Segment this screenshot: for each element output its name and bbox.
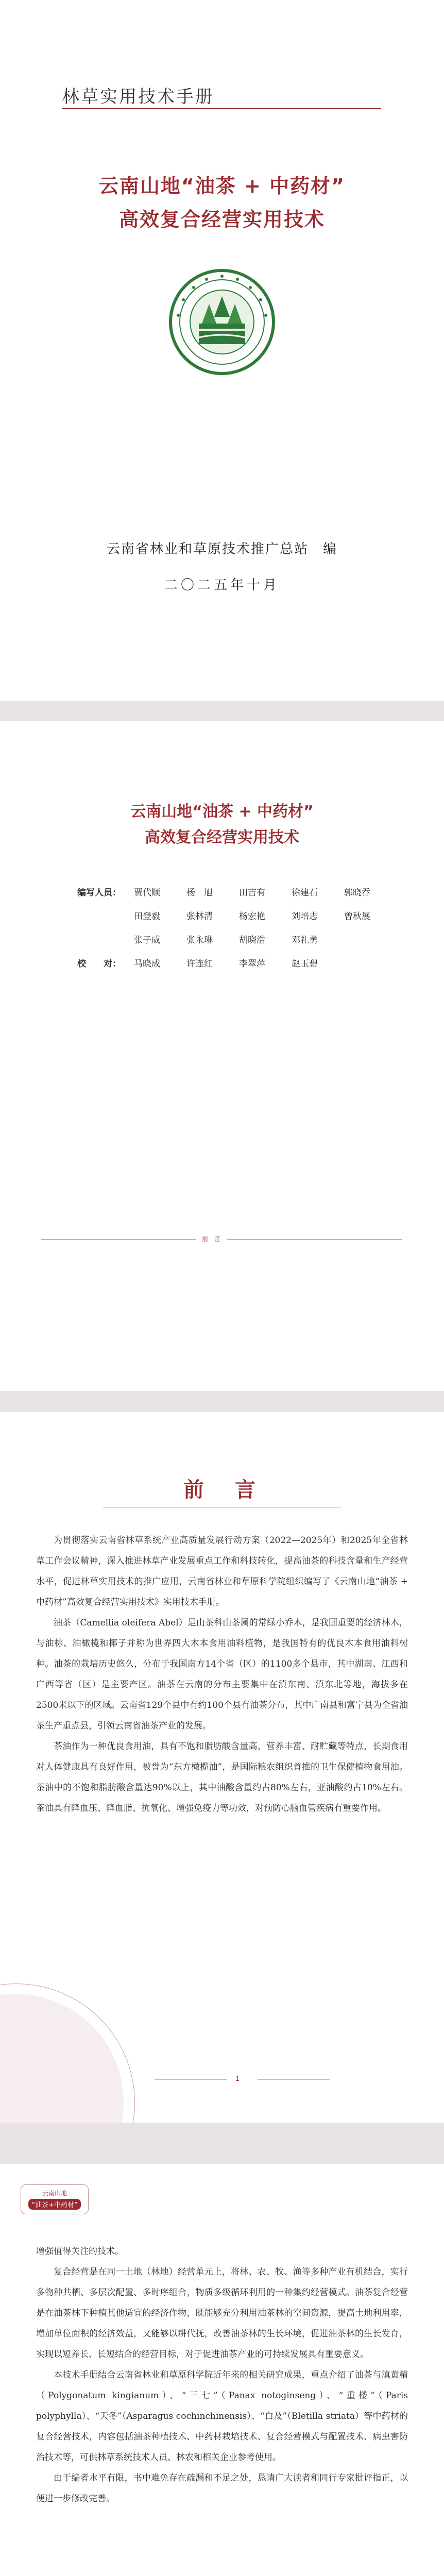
page-gap	[0, 2123, 444, 2164]
credit-name: 杨宏艳	[239, 911, 265, 922]
preface-paragraph: 油茶（Camellia oleifera Abel）是山茶科山茶属的常绿小乔木，是我国重要的经济林木，与油棕、油橄榄和椰子并称为世界四大木本食用油料植物，是我国特有的优良木本食用油料树种。油茶的栽培历史悠久，分布于我国南方14个省（区）的1100多个县市，其中湖南、江西和广西等省（区）是主要产区。油茶在云南的分布主要集中在滇东南、滇东北等地，海拔多在2500米以下的区域。云南省129个县中有约100个县有油茶分布，其中广南县和富宁县为全省油茶生产重点县，引领云南省油茶产业的发展。	[36, 1618, 408, 1731]
credit-name: 胡晓浩	[239, 935, 265, 945]
cover-page	[0, 0, 444, 701]
forestry-logo-icon	[168, 268, 276, 376]
credit-name: 马晓成	[134, 959, 160, 969]
credit-name: 田登毅	[134, 911, 160, 922]
section-badge	[21, 2184, 89, 2214]
credit-names	[134, 881, 397, 952]
page-gap	[0, 701, 444, 721]
credit-row-authors	[77, 881, 397, 952]
credit-name: 邓礼勇	[292, 935, 318, 945]
credit-name: 曾秋展	[344, 911, 370, 922]
series-rule	[62, 108, 381, 109]
footer-rule-left	[41, 1239, 196, 1240]
series-title: 林草实用技术手册	[62, 87, 214, 107]
credits-title-line1: 云南山地“油茶 + 中药材”	[130, 803, 314, 821]
preface-title: 前 言	[183, 1478, 261, 1502]
preface-paragraph: 复合经营是在同一土地（林地）经营单元上，将林、农、牧、渔等多种产业有机结合，实行多物种共栖、多层次配置、多时序组合，物质多级循环利用的一种集约经营模式。油茶复合经营是在油茶林下种植其他适宜的经济作物，既能够充分利用油茶林的空间资源，提高土地利用率，增加单位面积的经济效益，又能够以耕代抚，改善油茶林的生长环境，促进油茶林的生长发育，实现以短养长、长短结合的经营目标，对于促进油茶产业的可持续发展具有重要意义。	[36, 2267, 408, 2360]
footer-label: 前 言	[201, 1235, 220, 1243]
preface-paragraph: 由于编者水平有限，书中难免存在疏漏和不足之处，恳请广大读者和同行专家批评指正，以便进一步修改完善。	[36, 2473, 408, 2504]
corner-arc	[0, 1984, 135, 2123]
credit-row-proofreaders	[77, 952, 397, 976]
page-gap	[0, 1391, 444, 1412]
footer-rule-right	[227, 1239, 402, 1240]
credits-page	[0, 721, 444, 1391]
badge-line1: 云南山地	[42, 2190, 67, 2197]
preface-page	[0, 1412, 444, 2123]
credit-name: 郭晓吞	[344, 888, 370, 898]
page-number: 1	[235, 2074, 240, 2082]
credit-label: 编写人员：	[77, 888, 121, 898]
credit-name: 张林清	[186, 911, 213, 922]
credit-name: 李翠萍	[239, 959, 265, 969]
credit-name: 张子威	[134, 935, 160, 945]
cover-title-line1: 云南山地“油茶 + 中药材”	[98, 175, 346, 197]
credit-name: 杨 旭	[186, 888, 213, 898]
credit-name: 许连红	[186, 959, 213, 969]
preface-continued-page	[0, 2164, 444, 2576]
cover-title-line2: 高效复合经营实用技术	[118, 208, 325, 231]
credit-name: 田吉有	[239, 888, 265, 898]
preface-body	[36, 1530, 408, 1819]
footer-rule-left	[155, 2079, 227, 2080]
credit-name: 张永琳	[186, 935, 213, 945]
footer-rule-right	[258, 2079, 330, 2080]
cover-organization: 云南省林业和草原技术推广总站 编	[106, 541, 337, 557]
preface-paragraph: 为贯彻落实云南省林草系统产业高质量发展行动方案（2022—2025年）和2025年全省林草工作会议精神，深入推进林草产业发展重点工作和科技转化，提高油茶的科技含量和生产经营水平，促进林草实用技术的推广应用，云南省林业和草原科学院组织编写了《云南山地“油茶 + 中药材”高效复合经营实用技术》实用技术手册。	[36, 1535, 408, 1607]
credits-title-line2: 高效复合经营实用技术	[145, 828, 299, 846]
credits-list	[77, 881, 397, 976]
preface-lead: 增强值得关注的技术。	[36, 2246, 124, 2257]
preface-continued-body	[36, 2241, 408, 2509]
credit-name: 赵玉碧	[292, 959, 318, 969]
credit-name: 刘培志	[292, 911, 318, 922]
badge-line2: “油茶+中药材”	[28, 2199, 80, 2210]
credit-name: 徐建石	[292, 888, 318, 898]
cover-date: 二〇二五年十月	[164, 578, 280, 593]
credit-name: 贾代顺	[134, 888, 160, 898]
credit-label: 校 对：	[77, 959, 121, 969]
preface-paragraph: 本技术手册结合云南省林业和草原科学院近年来的相关研究成果，重点介绍了油茶与滇黄精（Polygonatum kingianum）、“三七”（Panax notoginseng）、“重楼”（Paris polyphylla）、“天冬”（Asparagus cochinchinensis）、“白及”（Bletilla striata）等中药材的复合经营技术，内容包括油茶种植技术、中药材栽培技术、复合经营模式与配置技术、病虫害防治技术等，可供林草系统技术人员、林农和相关企业参考使用。	[36, 2370, 408, 2463]
preface-paragraph: 茶油作为一种优良食用油，具有不饱和脂肪酸含量高、营养丰富、耐贮藏等特点，长期食用对人体健康具有良好作用，被誉为“东方橄榄油”，是国际粮农组织首推的卫生保健植物食用油。茶油中的不饱和脂肪酸含量达90%以上，其中油酸含量约占80%左右，亚油酸约占10%左右。茶油具有降血压、降血脂、抗氧化、增强免疫力等功效，对预防心脑血管疾病有重要作用。	[36, 1741, 408, 1814]
credit-names	[134, 952, 397, 976]
